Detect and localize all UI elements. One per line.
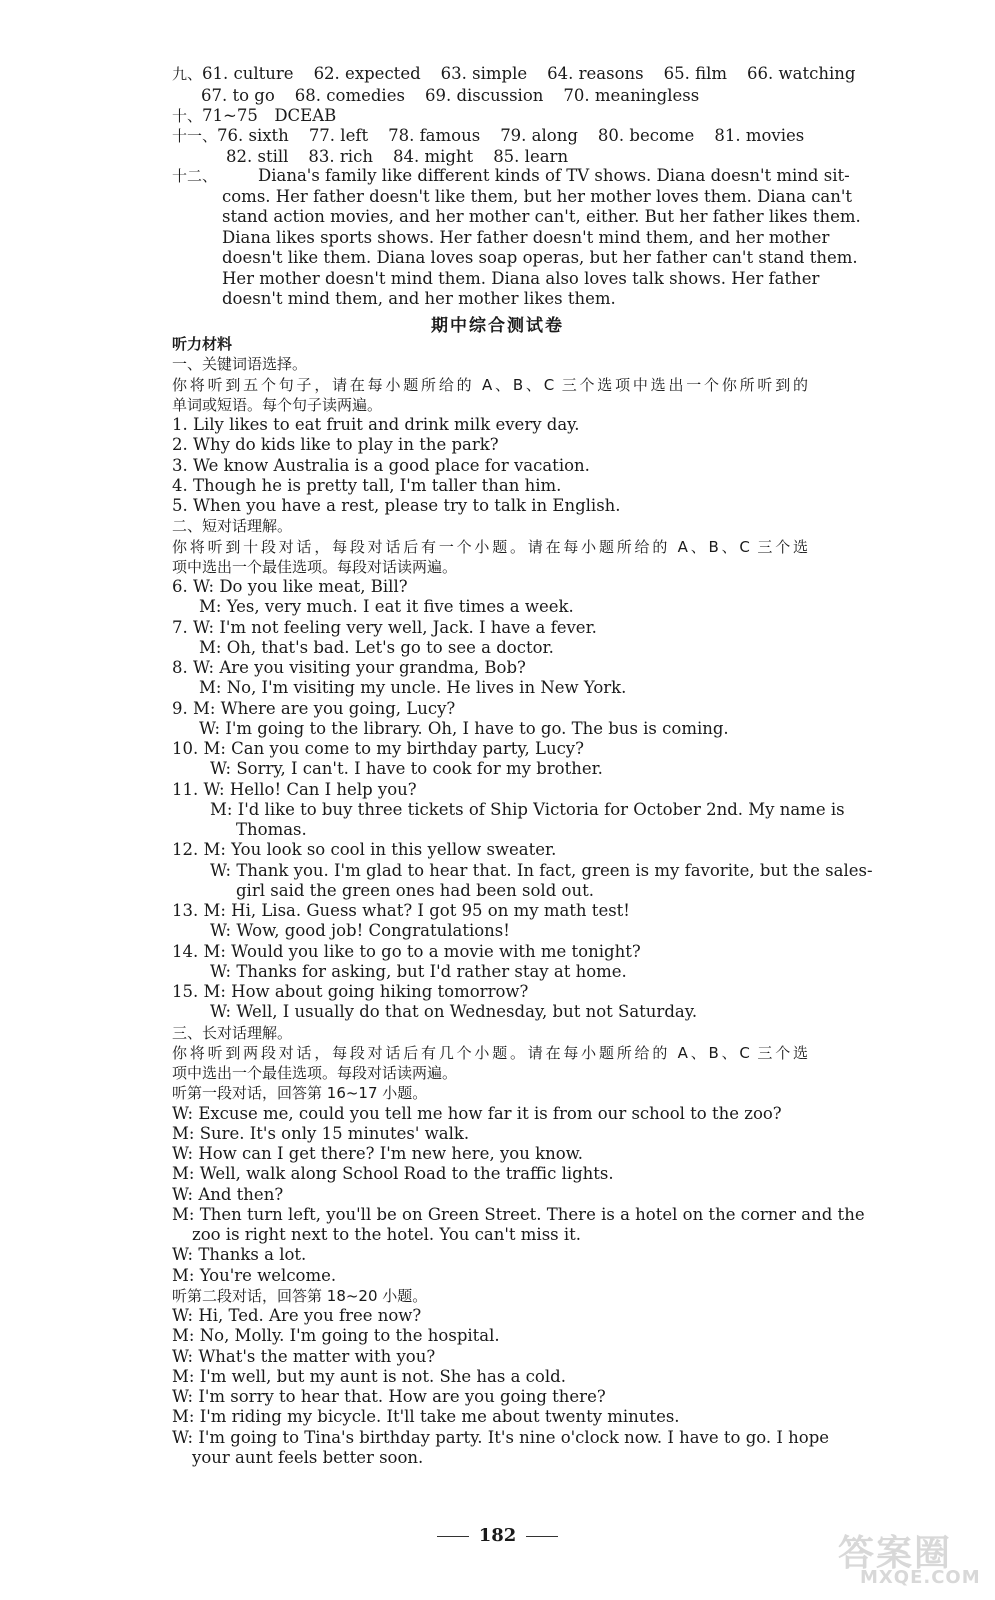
dialog-line: W: What's the matter with you? bbox=[172, 1346, 436, 1366]
answer-list bbox=[226, 147, 568, 166]
essay-line: doesn't like them. Diana loves soap operas, but her father can't stand them. bbox=[222, 248, 858, 267]
part-heading: 二、短对话理解。 bbox=[172, 517, 293, 536]
question-line: 3. We know Australia is a good place for vacation. bbox=[172, 455, 590, 475]
dialog-line: M: No, Molly. I'm going to the hospital. bbox=[172, 1326, 500, 1346]
dialog-line: 12. M: You look so cool in this yellow sweater. bbox=[172, 840, 557, 860]
part-heading: 一、关键词语选择。 bbox=[172, 355, 308, 374]
instruction-line: 你将听到五个句子，请在每小题所给的 A、B、C 三个选项中选出一个你所听到的 bbox=[172, 375, 808, 394]
dialog-line: M: Yes, very much. I eat it five times a week. bbox=[199, 597, 574, 617]
dialog-line: 13. M: Hi, Lisa. Guess what? I got 95 on my math test! bbox=[172, 901, 630, 920]
answer-item: 81. movies bbox=[714, 126, 805, 145]
dialog-line: 9. M: Where are you going, Lucy? bbox=[172, 698, 456, 718]
dialog-line: 7. W: I'm not feeling very well, Jack. I have a fever. bbox=[172, 617, 597, 637]
answer-row-9a bbox=[172, 64, 855, 84]
dialog-line: M: Well, walk along School Road to the traffic lights. bbox=[172, 1164, 614, 1184]
answer-item: 80. become bbox=[597, 126, 695, 145]
question-line: 5. When you have a rest, please try to talk in English. bbox=[172, 496, 621, 515]
answer-item: 66. watching bbox=[747, 64, 856, 83]
dialog-line: M: Sure. It's only 15 minutes' walk. bbox=[172, 1123, 470, 1143]
essay-line: coms. Her father doesn't like them, but her mother loves them. Diana can't bbox=[222, 187, 853, 206]
answer-item: 69. discussion bbox=[424, 86, 544, 105]
answer-row-9b bbox=[201, 86, 699, 106]
answer-item: 70. meaningless bbox=[563, 86, 700, 105]
answer-item: 79. along bbox=[500, 126, 578, 145]
dialog-line: W: I'm going to Tina's birthday party. It's nine o'clock now. I have to go. I hope bbox=[172, 1427, 830, 1447]
answer-item: 82. still bbox=[226, 147, 289, 166]
answer-item: 84. might bbox=[392, 147, 474, 166]
dialog-line: W: Excuse me, could you tell me how far it is from our school to the zoo? bbox=[172, 1103, 782, 1123]
instruction-line: 单词或短语。每个句子读两遍。 bbox=[172, 395, 383, 414]
dialog-line: W: How can I get there? I'm new here, you know. bbox=[172, 1144, 584, 1163]
dialog-line: M: Oh, that's bad. Let's go to see a doctor. bbox=[199, 637, 554, 657]
dialog-line: W: Well, I usually do that on Wednesday, but not Saturday. bbox=[210, 1002, 698, 1022]
watermark-logo bbox=[838, 1525, 988, 1595]
dialog-intro: 听第一段对话，回答第 16~17 小题。 bbox=[172, 1084, 428, 1103]
dialog-line: W: Thank you. I'm glad to hear that. In fact, green is my favorite, but the sales- bbox=[210, 860, 873, 880]
instruction-line: 你将听到两段对话，每段对话后有几个小题。请在每小题所给的 A、B、C 三个选 bbox=[172, 1043, 808, 1062]
watermark-url: MXQE.COM bbox=[860, 1567, 981, 1588]
dialog-line: 6. W: Do you like meat, Bill? bbox=[172, 577, 408, 596]
instruction-line: 项中选出一个最佳选项。每段对话读两遍。 bbox=[172, 1064, 458, 1082]
dialog-line: M: Then turn left, you'll be on Green Street. There is a hotel on the corner and the bbox=[172, 1204, 865, 1224]
answer-item: 67. to go bbox=[201, 86, 275, 105]
essay-line: Her mother doesn't mind them. Diana also loves talk shows. Her father bbox=[222, 269, 820, 288]
essay-line: Diana's family like different kinds of TV shows. Diana doesn't mind sit- bbox=[258, 166, 850, 185]
dialog-line: M: I'm riding my bicycle. It'll take me about twenty minutes. bbox=[172, 1407, 680, 1427]
answer-item: 83. rich bbox=[308, 147, 373, 166]
answer-item: 63. simple bbox=[440, 64, 528, 83]
answer-row-11a bbox=[172, 126, 804, 146]
dialog-line: M: You're welcome. bbox=[172, 1265, 337, 1285]
section-label-12: 十二、 bbox=[172, 167, 218, 185]
dialog-line: 8. W: Are you visiting your grandma, Bob? bbox=[172, 658, 526, 677]
essay-line: stand action movies, and her mother can't, either. But her father likes them. bbox=[222, 207, 861, 226]
dialog-line: W: I'm going to the library. Oh, I have to go. The bus is coming. bbox=[199, 718, 729, 738]
section-heading: 听力材料 bbox=[172, 335, 233, 353]
dialog-line: 14. M: Would you like to go to a movie with me tonight? bbox=[172, 941, 641, 961]
section-label-10: 十、 bbox=[172, 107, 203, 125]
answer-list bbox=[217, 126, 804, 145]
page-number-text: 182 bbox=[478, 1525, 517, 1546]
dialog-line: W: I'm sorry to hear that. How are you going there? bbox=[172, 1387, 606, 1406]
dialog-line: zoo is right next to the hotel. You can't miss it. bbox=[192, 1225, 582, 1244]
dialog-intro: 听第二段对话，回答第 18~20 小题。 bbox=[172, 1286, 428, 1305]
instruction-line: 你将听到十段对话，每段对话后有一个小题。请在每小题所给的 A、B、C 三个选 bbox=[172, 537, 808, 556]
answer-item: 76. sixth bbox=[217, 126, 289, 145]
dialog-line: 15. M: How about going hiking tomorrow? bbox=[172, 982, 529, 1001]
essay-line: Diana likes sports shows. Her father doesn't mind them, and her mother bbox=[222, 228, 830, 247]
section-label-9: 九、 bbox=[172, 65, 203, 83]
answer-item: 78. famous bbox=[388, 126, 481, 145]
dialog-line: M: No, I'm visiting my uncle. He lives in New York. bbox=[199, 678, 627, 698]
question-line: 2. Why do kids like to play in the park? bbox=[172, 435, 499, 455]
answer-item: 65. film bbox=[663, 64, 728, 83]
dialog-line: W: Hi, Ted. Are you free now? bbox=[172, 1306, 422, 1325]
dialog-line: W: Thanks a lot. bbox=[172, 1245, 307, 1265]
answer-list bbox=[202, 64, 855, 83]
dialog-line: 11. W: Hello! Can I help you? bbox=[172, 779, 417, 799]
question-line: 4. Though he is pretty tall, I'm taller than him. bbox=[172, 475, 562, 495]
watermark-text: 答案圈 bbox=[838, 1533, 953, 1574]
dialog-line: W: Sorry, I can't. I have to cook for my brother. bbox=[210, 759, 603, 779]
answer-row-10 bbox=[172, 106, 336, 126]
answer-item: 64. reasons bbox=[547, 64, 644, 83]
dialog-line: M: I'm well, but my aunt is not. She has a cold. bbox=[172, 1366, 566, 1386]
essay-line: doesn't mind them, and her mother likes them. bbox=[222, 289, 616, 308]
answer-item: 68. comedies bbox=[294, 86, 405, 105]
answer-item: 62. expected bbox=[313, 64, 421, 83]
answer-item: 61. culture bbox=[202, 64, 294, 83]
answer-text: 71~75 DCEAB bbox=[202, 106, 337, 125]
instruction-line: 项中选出一个最佳选项。每段对话读两遍。 bbox=[172, 557, 458, 576]
answer-item: 85. learn bbox=[493, 147, 569, 166]
dialog-line: W: Thanks for asking, but I'd rather stay at home. bbox=[210, 961, 627, 981]
dialog-line: your aunt feels better soon. bbox=[192, 1447, 424, 1467]
exam-title: 期中综合测试卷 bbox=[431, 316, 564, 336]
part-heading: 三、长对话理解。 bbox=[172, 1023, 293, 1042]
dialog-line: girl said the green ones had been sold out. bbox=[236, 880, 594, 900]
answer-item: 77. left bbox=[308, 126, 369, 145]
answer-list bbox=[201, 86, 699, 105]
dialog-line: W: Wow, good job! Congratulations! bbox=[210, 921, 510, 941]
dialog-line: M: I'd like to buy three tickets of Ship Victoria for October 2nd. My name is bbox=[210, 799, 845, 819]
dialog-line: W: And then? bbox=[172, 1184, 284, 1204]
answer-row-11b bbox=[226, 147, 568, 167]
question-line: 1. Lily likes to eat fruit and drink milk every day. bbox=[172, 415, 580, 434]
dialog-line: 10. M: Can you come to my birthday party, Lucy? bbox=[172, 739, 584, 758]
dialog-line: Thomas. bbox=[236, 820, 307, 839]
section-label-11: 十一、 bbox=[172, 127, 218, 145]
